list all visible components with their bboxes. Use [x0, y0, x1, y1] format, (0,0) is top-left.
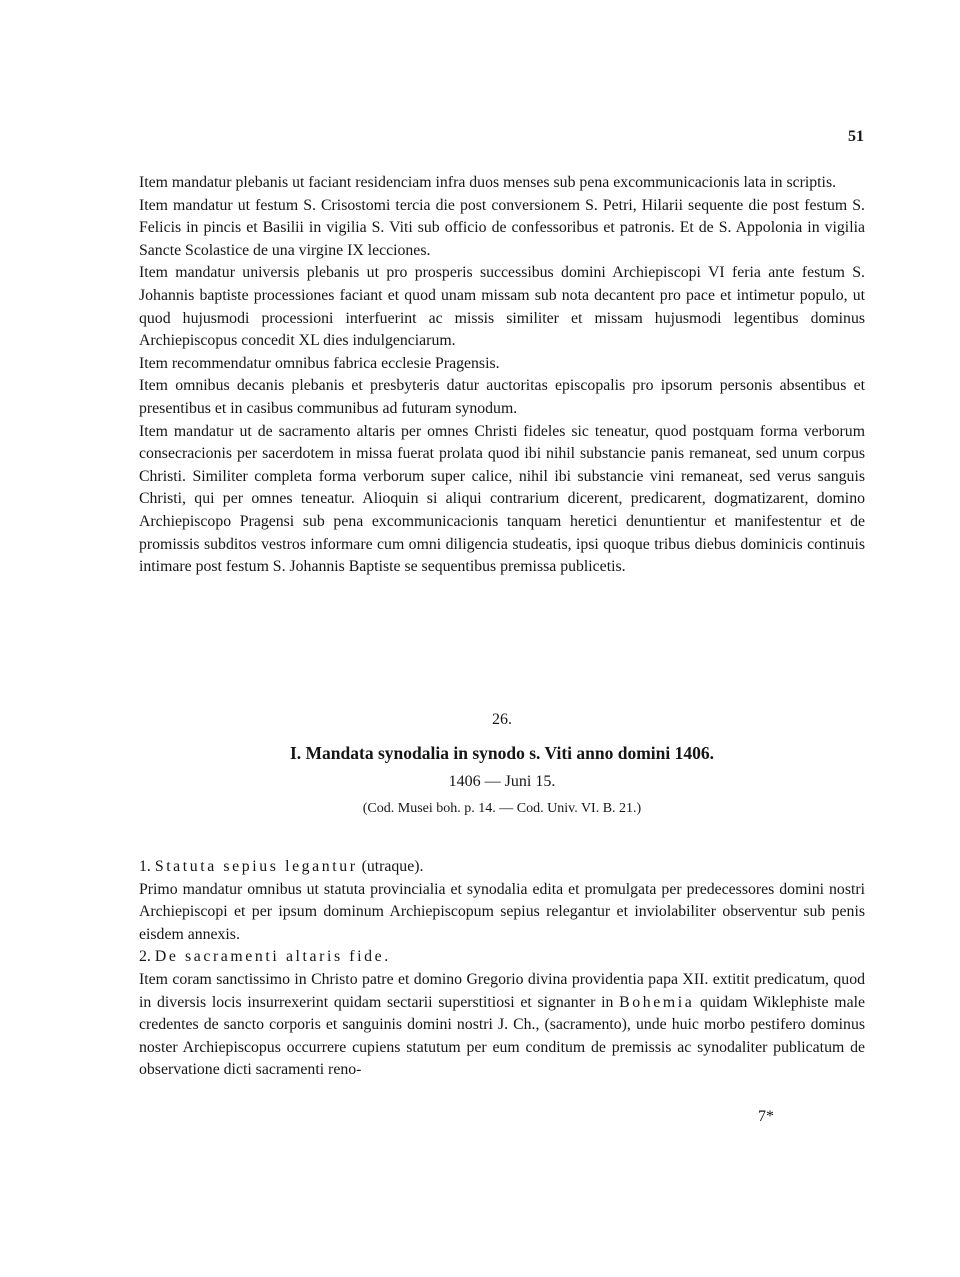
signature-mark: 7* [758, 1108, 774, 1125]
paragraph-authority: Item omnibus decanis plebanis et presbyteris datur auctoritas episcopalis pro ipsorum personis absentibus et presentibus et in casibus communibus ad futuram synodum. [139, 377, 865, 417]
paragraph-processions: Item mandatur universis plebanis ut pro prosperis successibus domini Archiepiscopi VI feria ante festum S. Johannis baptiste processiones faciant et quod unam missam sub nota decantent pro pace et intimetur populo, ut quod hujusmodi processioni interfuerint ac missis similiter et missam hujusmodi legentibus dominus Archiepiscopus concedit XL dies indulgenciarum. [139, 264, 865, 350]
section-2-title: De sacramenti altaris fide. [154, 948, 391, 966]
section-2-number: 2. [139, 948, 151, 966]
section-1-note: (utraque). [361, 858, 424, 875]
section-2-text-before: Item coram sanctissimo in Christo patre et domino Gregorio divina providentia papa XII. extitit predicatum, quod in diversis locis insurrexerint quidam sectarii superstitiosi et signanter in [139, 970, 865, 1011]
paragraph-residence: Item mandatur plebanis ut faciant residenciam infra duos menses sub pena excommunicacionis lata in scriptis. [139, 174, 837, 191]
document-date: 1406 — Juni 15. [448, 773, 556, 790]
section-2-text [139, 969, 865, 1082]
section-2-heading [139, 946, 865, 969]
paragraph-sacrament: Item mandatur ut de sacramento altaris per omnes Christi fideles sic teneatur, quod postquam forma verborum consecracionis per sacerdotem in missa fuerat prolata quod ibi nihil substancie panis remaneat, sed unum corpus Christi. Similiter completa forma verborum super calice, nihil ibi substancie vini remaneat, sed verus sanguis Christi, qui per omnes teneatur. Alioquin si aliqui contrarium dicerent, predicarent, dogmatizarent, domino Archiepiscopo Pragensi sub pena excommunicacionis tanquam heretici denuntientur et manifestentur et de promissis subditos vestros informare cum omni diligencia studeatis, ipsi quoque tribus diebus dominicis continuis intimare post festum S. Johannis Baptiste se sequentibus premissa publicetis. [139, 422, 865, 576]
document-heading [139, 709, 865, 819]
paragraph-feasts: Item mandatur ut festum S. Crisostomi tercia die post conversionem S. Petri, Hilarii sequente die post festum S. Felicis in pincis et Basilii in vigilia S. Viti sub officio de confessoribus et patronis. Et de S. Appolonia in vigilia Sancte Scolastice de una virgine IX lecciones. [139, 196, 865, 259]
paragraph-fabrica: Item recommendatur omnibus fabrica ecclesie Pragensis. [139, 354, 500, 372]
document-title: I. Mandata synodalia in synodo s. Viti anno domini 1406. [289, 743, 714, 763]
section-1-heading [139, 856, 865, 879]
section-1-title: Statuta sepius legantur [154, 858, 358, 875]
page-number: 51 [848, 128, 864, 145]
body-text-bottom [139, 856, 865, 1082]
document-number: 26. [492, 711, 512, 728]
document-source: (Cod. Musei boh. p. 14. — Cod. Univ. VI. B. 21.) [362, 801, 642, 816]
section-1-number: 1. [139, 858, 151, 875]
body-text-top [139, 172, 865, 579]
section-2-spaced-word: Bohemia [619, 993, 695, 1011]
section-2-text-after: quidam Wiklephiste male credentes de sancto corporis et sanguinis domini nostri J. Ch., (sacramento), unde huic morbo pestifero dominus noster Archiepiscopus occurrere cupiens statutum per eum conditum de premissis ac synodaliter publicatum de observatione dicti sacramenti reno- [139, 993, 865, 1079]
section-1-text: Primo mandatur omnibus ut statuta provincialia et synodalia edita et promulgata per predecessores domini nostri Archiepiscopi et per ipsum dominum Archiepiscopum sepius relegantur et inviolabiliter observentur sub penis eisdem annexis. [139, 880, 865, 943]
